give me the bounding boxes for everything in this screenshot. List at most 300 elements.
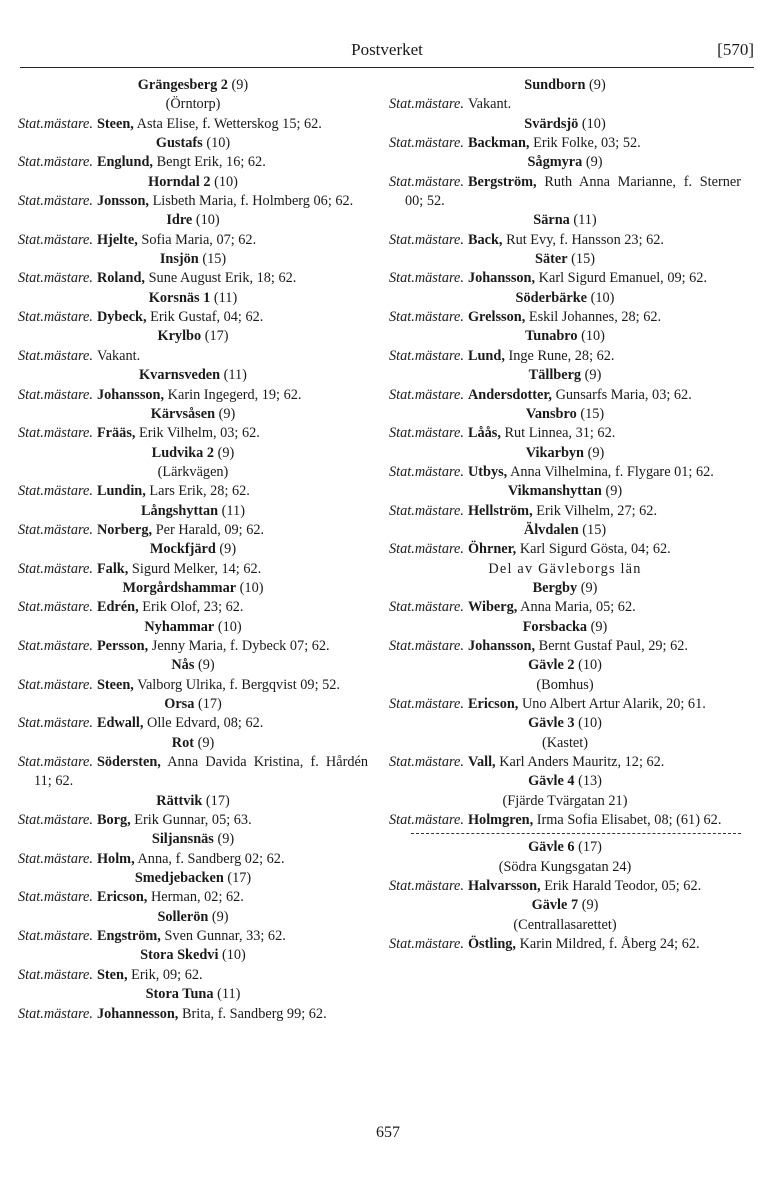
place-subtitle: (Fjärde Tvärgatan 21) (502, 792, 628, 809)
place-grade: (10) (195, 212, 220, 229)
place-grade: (17) (205, 792, 230, 809)
place-heading (18, 946, 368, 965)
place-name: Stora Tuna (145, 986, 214, 1003)
staff-entry (389, 231, 741, 250)
place-grade: (15) (571, 251, 595, 268)
entry-details: Herman, 02; 62. (150, 889, 244, 906)
entry-details: Karl Anders Mauritz, 12; 62. (499, 754, 665, 771)
entry-details: Lars Erik, 28; 62. (149, 483, 250, 500)
entry-details: Vakant. (467, 96, 512, 113)
right-column (389, 76, 741, 954)
entry-details: Erik Folke, 03; 52. (533, 135, 641, 152)
place-grade: (9) (219, 541, 237, 558)
entry-details: Karin Mildred, f. Åberg 24; 62. (519, 936, 700, 953)
place-grade: (17) (204, 328, 229, 345)
place-name: Smedjebacken (134, 870, 224, 887)
staff-entry (18, 1005, 368, 1024)
entry-details: Brita, f. Sandberg 99; 62. (181, 1005, 327, 1022)
place-name: Orsa (164, 696, 195, 712)
entry-details: Anna Maria, 05; 62. (520, 599, 636, 616)
entry-title: Stat.mästare. (389, 754, 464, 771)
place-heading (389, 153, 741, 172)
place-heading (18, 444, 368, 463)
entry-title: Stat.mästare. (18, 850, 93, 867)
staff-entry (389, 598, 741, 617)
entry-details: Eskil Johannes, 28; 62. (528, 309, 662, 326)
entry-title: Stat.mästare. (18, 1005, 93, 1022)
entry-details: Ruth Anna Marianne, f. Sterner 00; 52. (405, 173, 741, 210)
staff-entry (18, 811, 368, 830)
entry-surname: Johansson, (467, 637, 536, 654)
entry-title: Stat.mästare. (18, 637, 93, 654)
place-name: Gävle 7 (531, 897, 579, 914)
entry-details: Inge Rune, 28; 62. (508, 347, 615, 364)
place-name: Gävle 2 (528, 657, 575, 674)
place-grade: (9) (587, 444, 605, 461)
header-title: Postverket (351, 40, 423, 59)
place-heading (18, 830, 368, 849)
place-grade: (10) (590, 289, 615, 306)
place-name: Korsnäs 1 (148, 289, 211, 306)
entry-title: Stat.mästare. (389, 231, 464, 248)
place-heading (389, 250, 741, 269)
place-name: Grängesberg 2 (137, 77, 228, 93)
place-subtitle: (Bomhus) (536, 676, 594, 693)
place-grade: (11) (573, 212, 597, 229)
entry-title: Stat.mästare. (389, 96, 464, 113)
entry-surname: Dybeck, (96, 309, 147, 326)
place-name: Insjön (159, 251, 199, 268)
entry-surname: Backman, (467, 135, 530, 152)
section-heading: Del av Gävleborgs län (488, 560, 642, 577)
entry-details: Sofia Maria, 07; 62. (141, 231, 257, 248)
column-rule-line (411, 833, 741, 834)
place-heading (389, 838, 741, 857)
entry-details: Sune August Erik, 18; 62. (148, 270, 297, 287)
place-name: Idre (166, 212, 193, 229)
entry-details: Uno Albert Artur Alarik, 20; 61. (521, 696, 706, 712)
place-heading (18, 695, 368, 714)
entry-details: Bernt Gustaf Paul, 29; 62. (538, 637, 688, 654)
entry-title: Stat.mästare. (18, 309, 93, 326)
place-heading (389, 482, 741, 501)
place-grade: (9) (590, 618, 608, 635)
place-subtitle: (Lärkvägen) (157, 463, 229, 480)
staff-entry (389, 463, 741, 482)
place-heading (18, 76, 368, 95)
place-heading (18, 405, 368, 424)
entry-title: Stat.mästare. (18, 270, 93, 287)
entry-details: Anna Vilhelmina, f. Flygare 01; 62. (510, 463, 714, 480)
entry-surname: Johansson, (467, 270, 536, 287)
entry-title: Stat.mästare. (18, 889, 93, 906)
place-name: Sundborn (524, 77, 586, 93)
place-name: Stora Skedvi (140, 947, 219, 964)
staff-entry (18, 308, 368, 327)
entry-title: Stat.mästare. (18, 386, 93, 403)
entry-title: Stat.mästare. (389, 309, 464, 326)
entry-details: Erik Vilhelm, 03; 62. (139, 425, 260, 442)
entry-surname: Lund, (467, 347, 505, 364)
place-subtitle: (Centrallasarettet) (513, 916, 617, 933)
place-grade: (17) (227, 870, 252, 887)
entry-title: Stat.mästare. (389, 347, 464, 364)
entry-surname: Jonsson, (96, 193, 149, 210)
entry-details: Erik, 09; 62. (131, 966, 203, 983)
place-name: Bergby (532, 579, 578, 596)
entry-details: Sigurd Melker, 14; 62. (131, 560, 262, 577)
place-heading (389, 76, 741, 95)
staff-entry (18, 482, 368, 501)
place-name: Ludvika 2 (151, 444, 215, 461)
entry-title: Stat.mästare. (18, 425, 93, 442)
entry-title: Stat.mästare. (389, 386, 464, 403)
place-heading (389, 289, 741, 308)
place-heading (389, 366, 741, 385)
entry-details: Rut Linnea, 31; 62. (504, 425, 616, 442)
staff-entry (18, 927, 368, 946)
place-grade: (10) (581, 115, 606, 132)
place-heading (389, 521, 741, 540)
entry-surname: Johannesson, (96, 1005, 179, 1022)
entry-details: Irma Sofia Elisabet, 08; (61) 62. (536, 812, 722, 829)
place-name: Horndal 2 (148, 173, 211, 190)
entry-surname: Borg, (96, 812, 131, 829)
staff-entry (18, 714, 368, 733)
entry-surname: Holm, (96, 850, 135, 867)
entry-surname: Persson, (96, 637, 149, 654)
entry-details: Anna, f. Sandberg 02; 62. (137, 850, 285, 867)
place-grade: (9) (197, 734, 215, 751)
place-grade: (17) (197, 696, 222, 712)
staff-entry (18, 888, 368, 907)
place-name: Morgårdshammar (122, 579, 237, 596)
staff-entry (18, 560, 368, 579)
place-name: Rot (171, 734, 194, 751)
place-name: Siljansnäs (151, 831, 214, 848)
place-grade: (9) (218, 405, 236, 422)
place-grade: (10) (222, 947, 246, 964)
place-name: Nyhammar (144, 618, 215, 635)
entry-title: Stat.mästare. (18, 154, 93, 171)
place-heading (18, 366, 368, 385)
entry-surname: Norberg, (96, 521, 153, 538)
place-heading (389, 405, 741, 424)
place-heading (18, 289, 368, 308)
place-grade: (10) (581, 328, 605, 345)
place-name: Vikmanshyttan (507, 483, 602, 500)
place-grade: (9) (231, 77, 249, 93)
entry-details: Rut Evy, f. Hansson 23; 62. (506, 231, 664, 248)
entry-title: Stat.mästare. (389, 270, 464, 287)
staff-entry (18, 269, 368, 288)
entry-details: Erik Gunnar, 05; 63. (134, 812, 252, 829)
place-grade: (11) (217, 986, 241, 1003)
entry-title: Stat.mästare. (18, 231, 93, 248)
entry-title: Stat.mästare. (389, 936, 464, 953)
staff-entry (389, 540, 741, 559)
place-grade: (15) (580, 405, 605, 422)
entry-surname: Lundin, (96, 483, 146, 500)
header-rule (20, 67, 754, 68)
place-grade: (9) (589, 77, 606, 93)
place-grade: (9) (580, 579, 598, 596)
place-grade: (11) (213, 289, 238, 306)
column-rule (389, 830, 741, 838)
entry-surname: Hjelte, (96, 231, 138, 248)
entry-details: Erik Gustaf, 04; 62. (150, 309, 264, 326)
entry-title: Stat.mästare. (18, 599, 93, 616)
entry-details: Erik Olof, 23; 62. (142, 599, 244, 616)
place-name: Tällberg (528, 367, 582, 384)
entry-title: Stat.mästare. (18, 715, 93, 732)
place-heading (18, 540, 368, 559)
place-name: Gävle 6 (528, 839, 575, 856)
staff-entry (18, 153, 368, 172)
staff-entry (18, 637, 368, 656)
place-name: Gävle 4 (528, 773, 575, 790)
place-subtitle: (Örntorp) (165, 96, 221, 113)
entry-details: Per Harald, 09; 62. (155, 521, 265, 538)
entry-title: Stat.mästare. (389, 463, 464, 480)
place-name: Svärdsjö (524, 115, 579, 132)
staff-entry (389, 308, 741, 327)
running-header (20, 38, 754, 66)
entry-surname: Halvarsson, (467, 878, 541, 895)
entry-surname: Edwall, (96, 715, 144, 732)
place-name: Kärvsåsen (150, 405, 216, 422)
entry-title: Stat.mästare. (18, 812, 93, 829)
place-grade: (10) (578, 657, 602, 674)
place-name: Vansbro (525, 405, 577, 422)
entry-title: Stat.mästare. (18, 966, 93, 983)
place-heading (18, 618, 368, 637)
place-subtitle: (Kastet) (541, 734, 589, 751)
staff-entry (389, 753, 741, 772)
place-name: Nås (171, 657, 195, 674)
place-grade: (9) (585, 154, 603, 171)
place-heading (18, 656, 368, 675)
place-grade: (15) (202, 251, 227, 268)
entry-details: Asta Elise, f. Wetterskog 15; 62. (136, 115, 322, 132)
place-name: Säter (535, 251, 568, 268)
entry-surname: Ericson, (96, 889, 148, 906)
place-name: Mockfjärd (149, 541, 216, 558)
staff-entry (18, 850, 368, 869)
place-heading (18, 734, 368, 753)
place-name: Sollerön (157, 908, 209, 925)
place-heading (18, 869, 368, 888)
entry-title: Stat.mästare. (18, 115, 93, 132)
entry-details: Lisbeth Maria, f. Holmberg 06; 62. (152, 193, 354, 210)
entry-surname: Hellström, (467, 502, 533, 519)
place-heading (389, 896, 741, 915)
header-page-ref: [570] (717, 40, 754, 59)
place-name: Långshyttan (141, 502, 219, 519)
place-heading (18, 502, 368, 521)
staff-entry (389, 424, 741, 443)
entry-surname: Back, (467, 231, 503, 248)
entry-details: Valborg Ulrika, f. Bergqvist 09; 52. (137, 676, 340, 693)
entry-title: Stat.mästare. (389, 541, 464, 558)
entry-surname: Östling, (467, 936, 517, 953)
entry-surname: Roland, (96, 270, 146, 287)
page-number: 657 (376, 1124, 400, 1141)
entry-details: Karl Sigurd Emanuel, 09; 62. (538, 270, 708, 287)
place-grade: (10) (239, 579, 264, 596)
entry-title: Stat.mästare. (389, 599, 464, 616)
entry-surname: Låås, (467, 425, 501, 442)
place-name: Älvdalen (523, 521, 579, 538)
staff-entry (18, 753, 368, 792)
entry-title: Stat.mästare. (18, 347, 93, 364)
place-heading (18, 908, 368, 927)
entry-surname: Johansson, (96, 386, 165, 403)
staff-entry (389, 386, 741, 405)
entry-title: Stat.mästare. (18, 676, 93, 693)
place-name: Gustafs (155, 135, 203, 152)
staff-entry (389, 502, 741, 521)
entry-surname: Andersdotter, (467, 386, 552, 403)
place-name: Rättvik (156, 792, 203, 809)
entry-details: Anna Davida Kristina, f. Hårdén 11; 62. (34, 754, 369, 790)
entry-details: Bengt Erik, 16; 62. (156, 154, 266, 171)
entry-title: Stat.mästare. (18, 560, 93, 577)
entry-surname: Södersten, (96, 754, 161, 771)
staff-entry (18, 231, 368, 250)
entry-details: Erik Harald Teodor, 05; 62. (544, 878, 702, 895)
place-grade: (10) (206, 135, 231, 152)
place-name: Söderbärke (515, 289, 588, 306)
place-heading (18, 173, 368, 192)
entry-surname: Englund, (96, 154, 153, 171)
place-grade: (11) (223, 367, 247, 384)
staff-entry (18, 347, 368, 366)
staff-entry (18, 115, 368, 134)
entry-title: Stat.mästare. (389, 637, 464, 654)
staff-entry (389, 134, 741, 153)
entry-surname: Bergström, (467, 173, 537, 190)
place-heading (18, 579, 368, 598)
entry-details: Vakant. (96, 347, 141, 364)
place-name: Särna (533, 212, 570, 229)
place-grade: (9) (584, 367, 602, 384)
entry-surname: Frääs, (96, 425, 136, 442)
entry-details: Jenny Maria, f. Dybeck 07; 62. (151, 637, 330, 654)
entry-title: Stat.mästare. (18, 521, 93, 538)
staff-entry (18, 424, 368, 443)
entry-details: Sven Gunnar, 33; 62. (164, 928, 286, 945)
entry-title: Stat.mästare. (389, 812, 464, 829)
place-heading (18, 211, 368, 230)
place-heading (389, 772, 741, 791)
entry-surname: Sten, (96, 966, 128, 983)
entry-surname: Öhrner, (467, 541, 517, 558)
entry-title: Stat.mästare. (18, 928, 93, 945)
staff-entry (18, 192, 368, 211)
place-heading (389, 656, 741, 675)
left-column (18, 76, 368, 1024)
staff-entry (389, 695, 741, 714)
entry-title: Stat.mästare. (18, 483, 93, 500)
entry-surname: Utbys, (467, 463, 508, 480)
entry-title: Stat.mästare. (389, 696, 464, 712)
place-grade: (9) (197, 657, 215, 674)
entry-details: Olle Edvard, 08; 62. (147, 715, 264, 732)
entry-title: Stat.mästare. (389, 425, 464, 442)
place-grade: (11) (221, 502, 245, 519)
place-name: Gävle 3 (528, 715, 575, 732)
staff-entry (389, 173, 741, 212)
place-grade: (9) (605, 483, 623, 500)
staff-entry (18, 966, 368, 985)
place-heading (389, 327, 741, 346)
entry-details: Karl Sigurd Gösta, 04; 62. (519, 541, 671, 558)
place-name: Sågmyra (527, 154, 583, 171)
place-heading (18, 985, 368, 1004)
place-grade: (17) (578, 839, 602, 856)
entry-title: Stat.mästare. (389, 135, 464, 152)
entry-surname: Steen, (96, 676, 134, 693)
staff-entry (389, 637, 741, 656)
place-grade: (9) (217, 444, 235, 461)
entry-details: Gunsarfs Maria, 03; 62. (555, 386, 692, 403)
place-heading (389, 115, 741, 134)
entry-surname: Engström, (96, 928, 161, 945)
entry-surname: Vall, (467, 754, 496, 771)
place-grade: (9) (211, 908, 229, 925)
staff-entry (18, 386, 368, 405)
place-name: Krylbo (157, 328, 202, 345)
place-subtitle: (Södra Kungsgatan 24) (498, 858, 632, 875)
place-name: Tunabro (525, 328, 578, 345)
entry-details: Karin Ingegerd, 19; 62. (167, 386, 302, 403)
staff-entry (18, 521, 368, 540)
staff-entry (18, 676, 368, 695)
staff-entry (389, 347, 741, 366)
entry-title: Stat.mästare. (389, 878, 464, 895)
place-grade: (9) (581, 897, 599, 914)
place-grade: (10) (217, 618, 242, 635)
entry-surname: Holmgren, (467, 812, 534, 829)
entry-surname: Steen, (96, 115, 134, 132)
staff-entry (389, 95, 741, 114)
place-name: Forsbacka (522, 618, 588, 635)
staff-entry (389, 935, 741, 954)
entry-title: Stat.mästare. (18, 754, 93, 771)
entry-surname: Falk, (96, 560, 129, 577)
place-heading (18, 134, 368, 153)
place-heading (18, 792, 368, 811)
entry-title: Stat.mästare. (389, 173, 464, 190)
place-name: Vikarbyn (525, 444, 584, 461)
place-heading (389, 579, 741, 598)
place-heading (389, 444, 741, 463)
entry-surname: Grelsson, (467, 309, 526, 326)
place-heading (18, 250, 368, 269)
entry-surname: Ericson, (467, 696, 519, 712)
place-heading (389, 714, 741, 733)
entry-title: Stat.mästare. (389, 502, 464, 519)
place-heading (389, 618, 741, 637)
place-heading (389, 211, 741, 230)
place-heading (18, 327, 368, 346)
staff-entry (18, 598, 368, 617)
entry-title: Stat.mästare. (18, 193, 93, 210)
place-grade: (13) (578, 773, 602, 790)
staff-entry (389, 811, 741, 830)
entry-surname: Wiberg, (467, 599, 518, 616)
